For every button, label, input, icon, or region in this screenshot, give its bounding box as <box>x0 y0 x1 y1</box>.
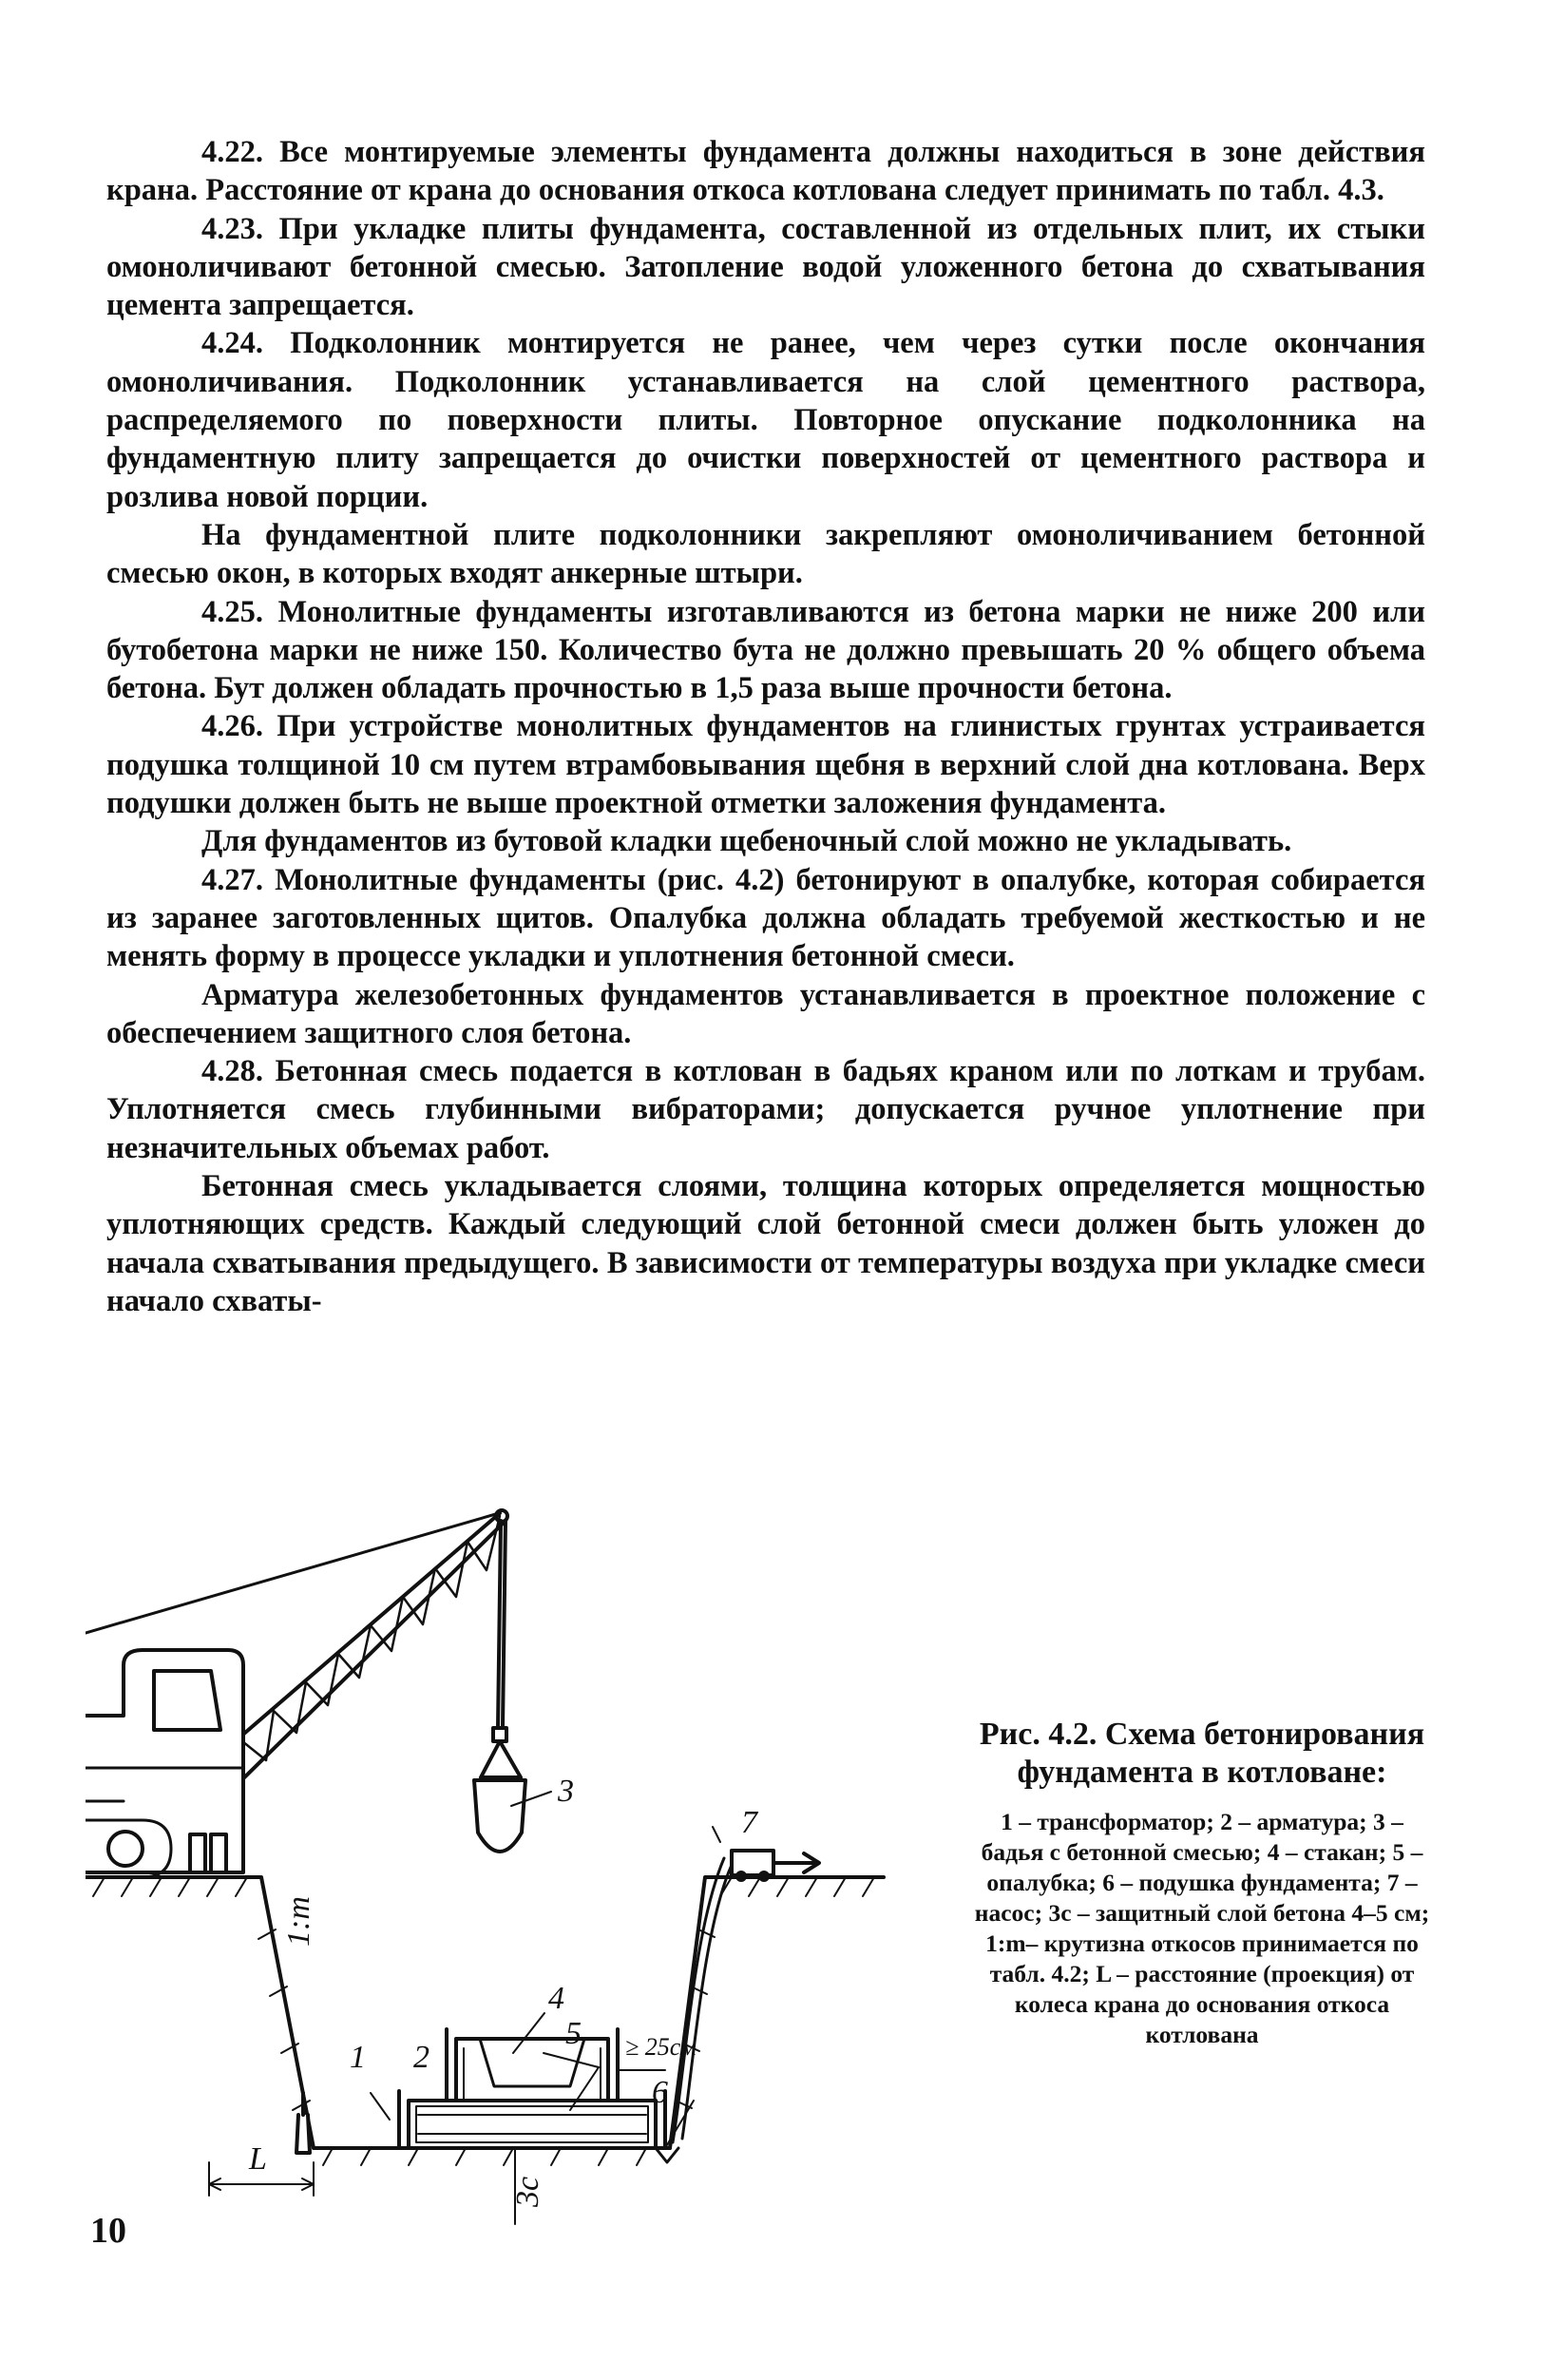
label-min-gap: ≥ 25см <box>625 2033 697 2061</box>
label-6: 6 <box>652 2075 668 2110</box>
paragraph-4-27-cont: Арматура железобетонных фундаментов устанавливается в проектное положение с обеспечением защитного слоя бетона. <box>106 977 1425 1050</box>
figure-concreting-diagram <box>86 1492 979 2234</box>
hook-and-bucket <box>474 1521 525 1852</box>
paragraph-4-28: 4.28. Бетонная смесь подается в котлован в бадьях краном или по лоткам и трубам. Уплотняется смесь глубинными вибраторами; допускается ручное уплотнение при незначительных объемах работ. <box>106 1054 1425 1165</box>
label-3: 3 <box>558 1774 574 1809</box>
caption-title: Рис. 4.2. Схема бетонирования фундамента в котловане: <box>979 1717 1425 1790</box>
label-cover: 3c <box>510 2176 545 2207</box>
paragraph-4-27: 4.27. Монолитные фундаменты (рис. 4.2) бетонируют в опалубке, которая собирается из заранее заготовленных щитов. Опалубка должна обладать требуемой жесткостью и не менять форму в процессе укладки и уплотнения бетонной смеси. <box>106 862 1425 974</box>
label-5: 5 <box>565 2016 582 2051</box>
paragraph-4-26: 4.26. При устройстве монолитных фундаментов на глинистых грунтах устраивается подушка толщиной 10 см путем втрамбовывания щебня в верхний слой дна котлована. Верх подушки должен быть не выше проектной отметки заложения фундамента. <box>106 709 1425 821</box>
paragraph-4-28-cont: Бетонная смесь укладывается слоями, толщина которых определяется мощностью уплотняющих средств. Каждый следующий слой бетонной смеси должен быть уложен до начала схватывания предыдущего. В зависимости от температуры воздуха при укладке смеси начало схваты- <box>106 1169 1425 1318</box>
paragraph-4-25: 4.25. Монолитные фундаменты изготавливаются из бетона марки не ниже 200 или бутобетона марки не ниже 150. Количество бута не должно превышать 20 % общего объема бетона. Бут должен обладать прочностью в 1,5 раза выше прочности бетона. <box>106 594 1425 706</box>
label-distance: L <box>249 2141 267 2177</box>
pump <box>673 1851 819 2142</box>
label-4: 4 <box>548 1981 564 2016</box>
label-1: 1 <box>350 2040 366 2075</box>
caption-legend: 1 – трансформатор; 2 – арматура; 3 – бадья с бетонной смесью; 4 – стакан; 5 – опалубка; 6 – подушка фундамента; 7 – насос; 3с – защитный слой бетона 4–5 см; 1:m– крутизна откосов принимается по табл. 4.2; L – расстояние (проекция) от колеса крана до основания откоса котлована <box>974 1808 1430 2048</box>
paragraph-4-24: 4.24. Подколонник монтируется не ранее, чем через сутки после окончания омоноличивания. Подколонник устанавливается на слой цементного раствора, распределяемого по поверхности плиты. Повторное опускание подколонника на фундаментную плиту запрещается до очистки поверхностей от цементного раствора и розлива новой порции. <box>106 326 1425 514</box>
page-number: 10 <box>90 2211 126 2251</box>
diagram-svg <box>86 1492 979 2234</box>
paragraph-4-22: 4.22. Все монтируемые элементы фундамента должны находиться в зоне действия крана. Расстояние от крана до основания откоса котлована следует принимать по табл. 4.3. <box>106 135 1425 208</box>
body-text <box>106 133 1425 1320</box>
paragraph-4-26-cont: Для фундаментов из бутовой кладки щебеночный слой можно не укладывать. <box>201 824 1292 859</box>
label-slope: 1:m <box>281 1896 316 1947</box>
label-2: 2 <box>413 2040 429 2075</box>
excavation-pit <box>86 1877 884 2165</box>
paragraph-4-23: 4.23. При укладке плиты фундамента, составленной из отдельных плит, их стыки омоноличивают бетонной смесью. Затопление водой уложенного бетона до схватывания цемента запрещается. <box>106 211 1425 323</box>
label-7: 7 <box>741 1805 757 1840</box>
crane-cab <box>86 1650 243 1877</box>
paragraph-4-24-cont: На фундаментной плите подколонники закрепляют омоноличиванием бетонной смесью окон, в которых входят анкерные штыри. <box>106 517 1425 591</box>
figure-caption <box>969 1716 1435 2050</box>
